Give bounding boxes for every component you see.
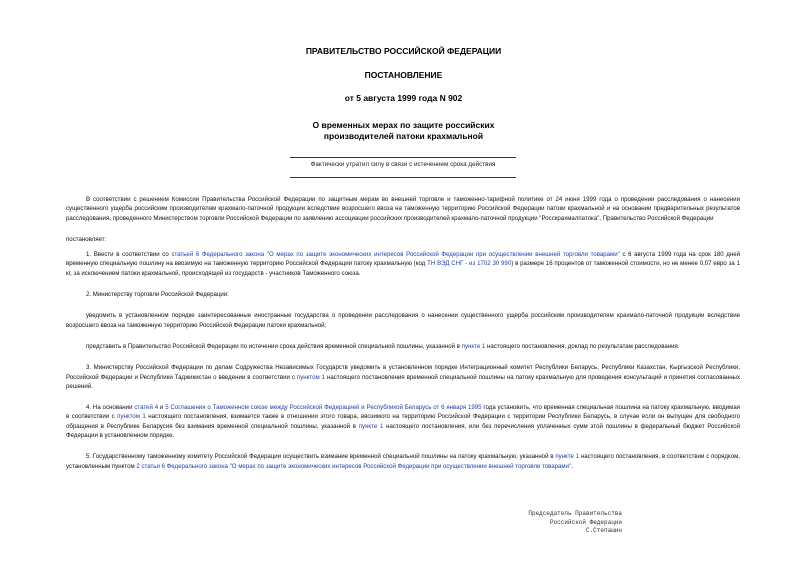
paragraph-2: 2. Министерству торговли Российской Федерации: bbox=[86, 291, 229, 299]
paragraph-2-report: представить в Правительство Российской Федерации по истечении срока действия временной специальной пошлины, указанной в пункте 1 настоящего постановления, доклад по результатам расследования. bbox=[86, 342, 680, 350]
status-note: Фактически утратил силу в связи с истечением срока действия bbox=[310, 161, 496, 168]
document-title bbox=[0, 120, 807, 142]
point-1-link[interactable]: пункте 1 bbox=[461, 342, 486, 350]
paragraph-2-notify: уведомить в установленном порядке заинтересованные иностранные государства о проведении расследования о нанесении существенного ущерба российским производителям крахмало-паточной продукции вследствие возросшего ввоза на таможенную территорию Российской Федерации патоки крахмальной; bbox=[66, 312, 740, 329]
document-body bbox=[66, 195, 740, 483]
title-line-2: производителей патоки крахмальной bbox=[323, 131, 484, 141]
paragraph-3: 3. Министерству Российской Федерации по делам Содружества Независимых Государств уведомить в установленном порядке Интеграционный комитет Республики Беларусь, Республики Казахстан, Кыргызской Республики, Российской Федерации и Республики Таджикистан о введении в соответствии с пунктом 1 настоящего постановления временной специальной пошлины на патоку крахмальную для проведения консультаций и принятия согласованных решений. bbox=[66, 364, 740, 390]
title-line-1: О временных мерах по защите российских bbox=[312, 120, 495, 130]
tn-ved-code-link[interactable]: ТН ВЭД СНГ - из 1702 30 990 bbox=[427, 260, 512, 268]
divider-bottom bbox=[290, 177, 516, 178]
document-type: ПОСТАНОВЛЕНИЕ bbox=[364, 70, 443, 80]
government-heading: ПРАВИТЕЛЬСТВО РОССИЙСКОЙ ФЕДЕРАЦИИ bbox=[305, 46, 502, 56]
agreement-article-4-link[interactable]: статей 4 bbox=[134, 404, 159, 412]
point-1-link[interactable]: пунктом 1 bbox=[117, 413, 146, 421]
signature-name: С.Степашин bbox=[585, 527, 622, 534]
paragraph-4: 4. На основании статей 4 и 5 Соглашения о Таможенном союзе между Российской Федерацией и Республикой Беларусь от 6 января 1995 года установить, что временная специальная пошлина на патоку крахмальную, вводимая в соответствии с пунктом 1 настоящего постановления, взимается также в отношении этого товара, ввозимого на территорию Российской Федерации с территории Республики Беларусь, в случае если он выпущен для свободного обращения в Республике Беларусия без взимания временной специальной пошлины, указанной в пункте 1 настоящего постановления, или без перечисления уплаченных сумм этой пошлины в федеральный бюджет Российской Федерации в установленном порядке. bbox=[66, 404, 741, 440]
law-article-6-link[interactable]: статьей 6 Федерального закона "О мерах по защите экономических интересов Российской Федерации при осуществлении внешней торговли товарами" bbox=[171, 251, 620, 259]
point-1-link[interactable]: пункте 1 bbox=[358, 422, 384, 430]
document-date-number: от 5 августа 1999 года N 902 bbox=[344, 93, 463, 103]
signature-position: Председатель Правительства bbox=[528, 510, 622, 517]
signature-block bbox=[480, 510, 622, 536]
customs-union-agreement-link[interactable]: 5 Соглашения о Таможенном союзе между Российской Федерацией и Республикой Беларусь от 6 января 1995 bbox=[165, 404, 482, 412]
preamble-paragraph: В соответствии с решением Комиссии Правительства Российской Федерации по защитным мерам во внешней торговле и таможенно-тарифной политике от 24 июня 1999 года о проведении расследования о нанесении существенного ущерба российским производителям крахмало-паточной продукции вследствие возросшего ввоза на таможенную территорию Российской Федерации патоки крахмальной и на основании предварительных результатов расследования, проведенного Министерством торговли Российской Федерации по заявлению ассоциации российских производителей крахмало-паточной продукции "Росскрахмалпатока", Правительство Российской Федерации bbox=[66, 196, 740, 222]
law-article-6-point-2-link[interactable]: 2 статьи 6 Федерального закона "О мерах по защите экономических интересов Российской Федерации при осуществлении внешней торговли товарами" bbox=[136, 462, 572, 470]
point-1-link[interactable]: пункте 1 bbox=[555, 453, 580, 461]
signature-organization: Российской Федерации bbox=[549, 518, 622, 526]
paragraph-1: 1. Ввести в соответствии со статьей 6 Федерального закона "О мерах по защите экономических интересов Российской Федерации при осуществлении внешней торговли товарами" с 6 августа 1999 года на срок 180 дней временную специальную пошлину на ввозимую на таможенную территорию Российской Федерации патоку крахмальную (код ТН ВЭД СНГ - из 1702 30 990) в размере 16 процентов от таможенной стоимости, но не менее 0,07 евро за 1 кг, за исключением патоки крахмальной, происходящей из государств - участников Таможенного союза. bbox=[66, 251, 740, 277]
point-1-link[interactable]: пунктом 1 bbox=[296, 373, 326, 381]
resolves-line: постановляет: bbox=[66, 235, 107, 243]
paragraph-5: 5. Государственному таможенному комитету Российской Федерации осуществить взимание временной специальной пошлины на патоку крахмальную, указанной в пункте 1 настоящего постановления, в соответствии с порядком, установленным пунктом 2 статьи 6 Федерального закона "О мерах по защите экономических интересов Российской Федерации при осуществлении внешней торговли товарами". bbox=[66, 453, 740, 470]
divider-top bbox=[290, 157, 516, 158]
